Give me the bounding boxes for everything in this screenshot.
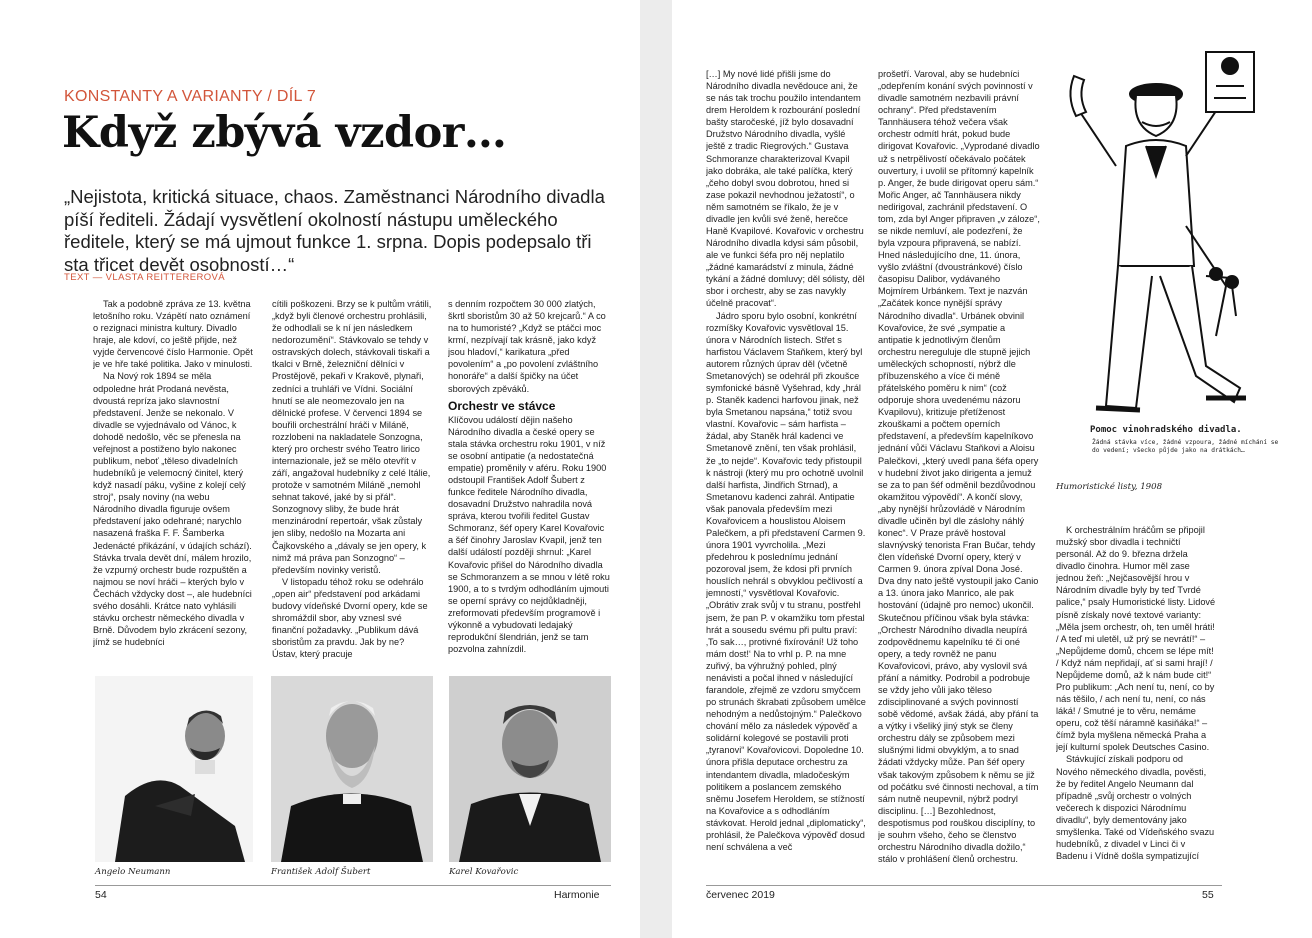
illustration-subtitle: Žádná stávka více, žádné vzpoura, žádné míchání se do vedení; všecko půjde jako na drátkách… (1092, 439, 1279, 454)
paragraph: s denním rozpočtem 30 000 zlatých, škrtl sboristům 30 až 50 krejcarů.“ A co na to humoristé? „Když se ptáčci moc krmí, nezpívají tak krásně, jako když jsou hladoví,“ karikatura „před povolením“ a „po povolení zvláštního honoráře“ a další špičky na účet sborových zpěváků. (448, 299, 606, 394)
paragraph: […] My nové lidé přišli jsme do Národního divadla nevědouce ani, že se nás tak trochu použilo intendantem drem Heroldem k rozbourání poslední bašty staročeské, jíž bylo dosavadní Družstvo Národního divadla, vyšlé ještě z tradic Riegrových.“ Gustava Schmoranze charakterizoval Kvapil jako dobráka, ale také palíčka, který „čeho dobyl svou dobrotou, hned si zase pokazil nevhodnou ježatostí“, o něm samotném se říkalo, že je v divadle jen kvůli své ženě, herečce Haně Kvapilové. Kovařovic v orchestru Národního divadla kdysi sám působil, ale ve funkci šéfa pro něj neplatilo „žádné kamarádství z minula, žádné tykání a žádné domluvy; děl sólisty, děl sbor i orchestr, aby se zas navykly účelně pracovat“. (706, 69, 865, 309)
illustration-caption: Humoristické listy, 1908 (1056, 482, 1163, 492)
photo-caption: Karel Kovařovic (449, 867, 519, 877)
article-perex: „Nejistota, kritická situace, chaos. Zaměstnanci Národního divadla píší řediteli. Žádají vysvětlení okolností nástupu uměleckého ředitele, který se má ujmout funkce 1. srpna. Dopis podepsalo tři sta třicet devět osobností…“ (64, 186, 605, 275)
byline: TEXT — VLASTA REITTEREROVÁ (64, 272, 226, 283)
left-page (0, 0, 640, 938)
issue-date: červenec 2019 (706, 889, 775, 901)
paragraph: Na Nový rok 1894 se měla odpoledne hrát Prodaná nevěsta, dvoustá repríza jako slavnostní představení. Jenže se nekonalo. V divadle se vyjednávalo od Vánoc, k dohodě nedošlo, věc se přenesla na veřejnost a postiženo bylo nakonec publikum, neboť „těleso divadelních hudebníků je velemocný činitel, který když nasadí páku, vyšine z kolejí celý stroj“, psaly noviny (na webu Národního divadla figuruje ovšem představení jako odehrané; narychlo nasazená fraška F. F. Šamberka Jedenácté přikázání, v údajích schází). Stávka trvala devět dní, málem hrozilo, že vzpurný orchestr bude rozpuštěn a najmou se noví hráči – kterých bylo v Čechách vždycky dost –, ale hudebníci svého dosáhli. Krátce nato vyhlásili stávku orchestr německého divadla v Brně. Důvodem bylo zkrácení sezony, jímž se hudebníci (93, 371, 252, 648)
left-column-3 (448, 298, 610, 670)
series-kicker: KONSTANTY A VARIANTY / DÍL 7 (64, 88, 317, 105)
portrait-kovarovic (449, 676, 611, 862)
paragraph: Jádro sporu bylo osobní, konkrétní rozmíšky Kovařovic vysvětloval 15. února v Národních listech. Střet s harfistou Václavem Staňkem, který byl autorem různých úprav děl (včetně Smetanových) se odehrál při zkoušce symfonické básně Vyšehrad, kdy „hrál p. Staněk kadenci harfovou jinak, než byla Smetanou napsána,“ totiž svou vlastní. Kovařovic – sám harfista – žádal, aby Staněk hrál kadenci ve Smetanově znění, ten však prohlásil, že „to nejde“. Kovařovic tedy přistoupil k nástroji (který mu pro ochotně uvolnil další harfista, Jindřich Strnad), a Smetanovu kadenci zahrál. Antipatie však panovala především mezi Kovařovicem a houslistou Aloisem Palečkem, a při představení Carmen 9. února 1901 vyvrcholila. „Mezi předehrou k poslednímu jednání pozoroval jsem, že kdosi při prvních houslích nehrál s obvyklou pečlivostí a jemností,“ vysvětloval Kovařovic. „Obrátiv zrak svůj v tu stranu, postřehl jsem, že pan P. v okamžiku tom přestal hrát a sousedu svému při pultu praví: ‚To sak…, protivné fixírování! Už toho mám dost!‘ Na to vrhl p. P. na mne zuřivý, ba výhružný pohled, plný nenávisti a počal ihned v následující farandole, zřejmě ze vzdoru smyčcem po strunách škrabati způsobem umělce nehodným a nedůstojným.“ Palečkovo chování mělo za následek výpověď a solidární kolegové se postavili proti „tyranovi“ Kovařovicovi. Dopoledne 10. února přišla deputace orchestru za intendantem divadla, mladočeským politikem a poslancem zemského sněmu Josefem Heroldem, se stížností na Kovařovice a s odhodláním stávkovat. Herold jednal „diplomaticky“, prohlásil, že Palečkova výpověď dosud není schválena a več (706, 310, 866, 852)
right-column-1 (706, 68, 866, 880)
paragraph: V listopadu téhož roku se odehrálo „open air“ představení pod arkádami budovy vídeňské Dvorní opery, kde se shromáždil sbor, aby vznesl své finanční požadavky. „Publikum dává sboristům za pravdu. Jak by ne? Ústav, který pracuje (272, 576, 428, 660)
right-page (672, 0, 1312, 938)
right-column-2 (878, 68, 1040, 880)
paragraph: prošetří. Varoval, aby se hudebníci „odepřením konání svých povinností v divadle samotném nezbavili právní ochrany“. Před představením Tannhäusera téhož večera však orchestr odmítl hrát, pokud bude dirigovat Kovařovic. „Vyprodané divadlo už s netrpělivostí očekávalo počátek ouvertury, i uvolil se přítomný kapelník p. Anger, že bude dirigovat operu sám.“ Mořic Anger, ač Tannhäusera nikdy nedirigoval, zachránil představení. O tom, zda byl Anger připraven „v záloze“, se nikde nemluví, ale podezření, že byla vzpoura připravená, se nabízí. Hned následujícího dne, 11. února, vyšlo zvláštní (dvoustránkové) číslo časopisu Dalibor, vydávaného Mojmírem Urbánkem. Text je nazván „Začátek konce nynější správy Národního divadla“. Urbánek obvinil Kovařovice, že své „sympatie a antipatie k jednotlivým členům orchestru nereguluje dle stupně jejich uměleckých schopností, nýbrž dle příbuzenského a více či méně přátelského poměru k nim“ (což odporuje shora uvedenému názoru Kvapilovu), kritizuje přetíženost zkouškami a počtem operních představení, a především kapelníkovo jednání vůči Václavu Staňkovi a Aloisu Palečkovi, „který uvedl pana šéfa opery v hudební život jako dirigenta a jemuž se za to pan šéf odměnil bezdůvodnou okamžitou výpovědí“. A končí slovy, „aby nynější hrůzovládě v Národním divadle učiněn byl dle záslohy náhlý konec“. V Praze právě hostoval slavnývský tenorista Fran Bučar, tehdy člen vídeňské Dvorní opery, který v Carmen 9. února zpíval Dona José. Dva dny nato ještě vystoupil jako Canio a 13. února jako Manrico, ale pak hostování (údajně pro nemoc) ukončil. Skutečnou příčinou však byla stávka: „Orchestr Národního divadla neupírá zodpovědnemu kapelníku té či oné opery, a tedy rovněž ne panu Kovařovicovi, právo, aby vyslovil svá přání a námitky. Podrobil a podrobuje se vždy jeho vůli jako těleso zdisciplinované a svých povinností sobě vědomé, avšak žádá, aby přání ta a výtky i všeliký jiný styk se členy orchestru dály se způsobem mezi slušnými lidmi obvyklým, a to snad žádati vždycky může. Pan šéf opery však takovým způsobem k němu se již od počátku své činnosti nechoval, a tím sám nutně neupevnil, nýbrž podryl disciplinu. […] Bezohlednost, despotismus pod rouškou disciplíny, to je souhrn všeho, čeho se členstvo orchestru Národního divadla dožilo,“ stálo v prohlášení členů orchestru. (878, 69, 1040, 865)
paragraph: K orchestrálním hráčům se připojil mužský sbor divadla i techničtí personál. Až do 9. března držela divadlo činohra. Humor měl zase jednou žeň: „Nejčasovější hrou v Národním divadle byly by teď Tvrdé palice,“ psaly Humoristické listy. Lidové písně získaly nové textové varianty: „Měla jsem orchestr, oh, ten uměl hráti! / A teď mi uletěl, už prý se nevrátí!“ – „Nepůjdeme domů, chcem se lépe mít! / Když nám nepřidají, ať si sami hrají! / Nepůjdeme domů, až k nám bude cit!“ Pro publikum: „Ach není tu, není, co by nás těšilo, / ach není tu, není, co nás láká! / Smutné je to věru, nemáme operu, což těší náramně kasiňáka!“ – čímž byla myšlena německá Praha a její kulturní spolek Deutsches Casino. (1056, 525, 1216, 753)
paragraph: Tak a podobně zpráva ze 13. května letošního roku. Vzápětí nato oznámení o rezignaci ministra kultury. Divadlo hraje, ale kdoví, co ještě přijde, než vyjde červencové číslo Harmonie. Opět je ve hře také politika. Jako v minulosti. (93, 299, 253, 370)
portrait-subert (271, 676, 433, 862)
photo-caption: Angelo Neumann (95, 867, 171, 877)
illustration-title: Pomoc vinohradského divadla. (1090, 425, 1242, 435)
article-title: Když zbývá vzdor… (62, 108, 507, 158)
paragraph: cítili poškozeni. Brzy se k pultům vrátili, „když byli členové orchestru prohlásili, že odhodlali se k ní jen následkem nedorozumění“. Stávkovalo se tehdy v ostravských dolech, stávkovali tiskaři a tkalci v Brně, železniční dělníci v Prostějově, pekaři v Krakově, plynaři, zedníci a truhláři ve Vídni. Sociální hnutí se ale neomezovalo jen na dělnické profese. V červenci 1894 se bouřili orchestrální hráči v Miláně, rozzlobeni na nakladatele Sonzogna, který pro orchestr svého Teatro lirico internazionale, jež se mělo otevřít v září, angažoval hudebníky z celé Itálie, protože v samotném Miláně „nemohl sehnat takové, jaké by si přál“. Sonzognovy sliby, že bude hrát menzinárodní repertoár, však zůstaly jen sliby, nedošlo na Mozarta ani Čajkovského a „dávaly se jen opery, k nimž má práva pan Sonzogno“ – především novinky veristů. (272, 299, 432, 575)
paragraph: Klíčovou událostí dějin našeho Národního divadla a české opery se stala stávka orchestru roku 1901, v níž se osobní antipatie (a nedostatečná empatie) proměnily v aféru. Roku 1900 odstoupil František Adolf Šubert z funkce ředitele Národního divadla, dosavadní Družstvo nahradila nová správa, kterou tvořili ředitel Gustav Schmoranz, šéf opery Karel Kovařovic a šéf činohry Jaroslav Kvapil, jenž ten další událostí později shrnul: „Karel Kovařovic přišel do Národního divadla se Schmoranzem a se mnou v létě roku 1900, a to s tvrdým odhodláním ujmouti se operní správy co nejdůkladněji, zreformovati především programově i výkonně a vybudovati ledajaký reprodukční šlendrián, jenž se tam pozvolna zahnízdil. (448, 414, 610, 655)
page-number: 55 (1202, 889, 1214, 901)
page-number: 54 (95, 889, 107, 901)
magazine-name: Harmonie (554, 889, 600, 901)
right-column-3 (1056, 524, 1216, 880)
left-column-1 (93, 298, 253, 670)
section-heading: Orchestr ve stávce (448, 398, 556, 413)
footer-rule (95, 885, 611, 886)
left-column-2 (272, 298, 432, 670)
portrait-neumann (95, 676, 253, 862)
paragraph: Stávkující získali podporu od Nového německého divadla, pověsti, že by ředitel Angelo Neumann dal případně „svůj orchestr o volných večerech k dispozici Národnímu divadlu“, byly dementovány jako smyšlenka. Také od Vídeňského svazu hudebníků, z divadel v Linci či v Badenu i Vídně došla sympatizující (1056, 754, 1215, 862)
footer-rule (706, 885, 1222, 886)
photo-caption: František Adolf Šubert (271, 867, 371, 877)
caricature-illustration (1056, 46, 1290, 466)
